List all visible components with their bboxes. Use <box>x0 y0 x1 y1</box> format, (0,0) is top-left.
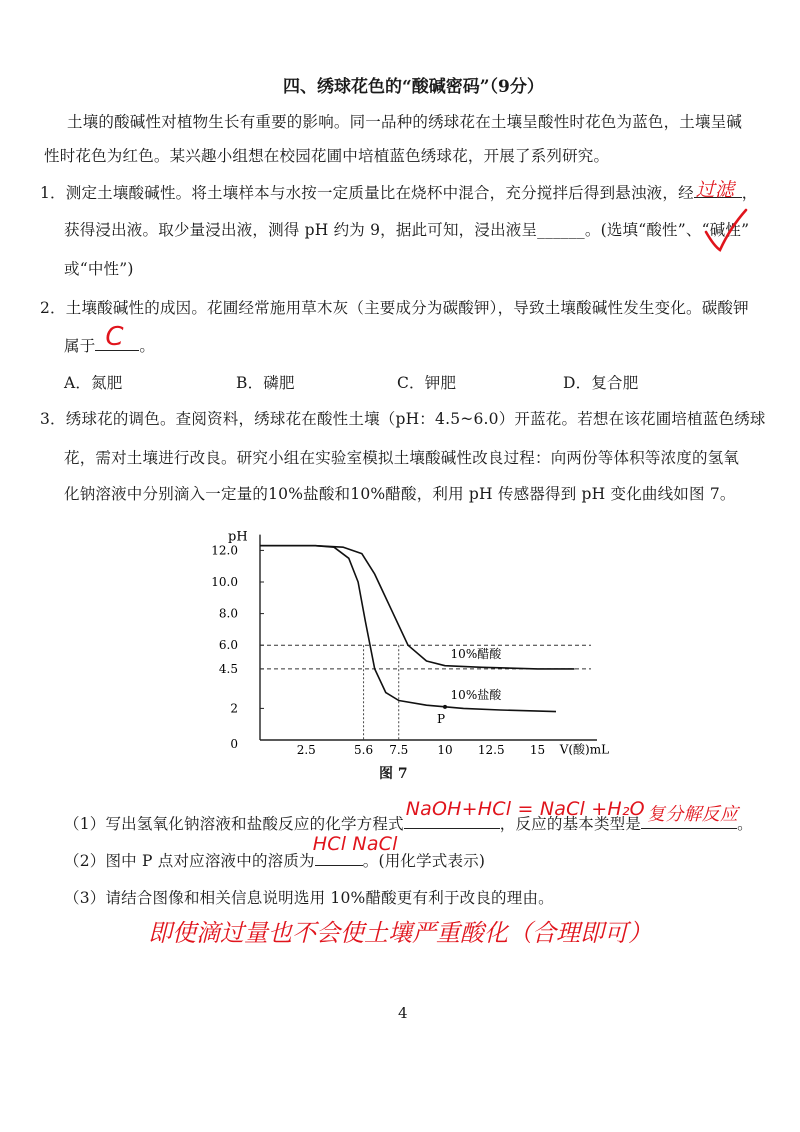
q2-line-1: 2．土壤酸碱性的成因。花圃经常施用草木灰（主要成分为碳酸钾），导致土壤酸碱性发生变化。碳酸钾 <box>40 299 749 317</box>
q1-line-1: 1．测定土壤酸碱性。将土壤样本与水按一定质量比在烧杯中混合，充分搅拌后得到悬浊液，经 过滤 ， <box>40 181 757 203</box>
x-tick-label: 12.5 <box>477 743 505 757</box>
subq-3: （3）请结合图像和相关信息说明选用 10%醋酸更有利于改良的理由。 <box>64 889 554 907</box>
series-label-acetic: 10%醋酸 <box>450 646 502 661</box>
x-tick-label: 5.6 <box>354 743 374 757</box>
y-axis-label: pH <box>228 529 248 545</box>
series-line-acetic <box>260 546 575 669</box>
y-tick-label: 6.0 <box>218 638 238 653</box>
q1-answer: 过滤 <box>695 179 735 201</box>
q1-line-2: 获得浸出液。取少量浸出液，测得 pH 约为 9，据此可知，浸出液呈______。(选填“酸性”、“碱性” <box>64 221 750 239</box>
q3-line-3: 化钠溶液中分别滴入一定量的10%盐酸和10%醋酸，利用 pH 传感器得到 pH 变化曲线如图 7。 <box>64 485 736 503</box>
subq-1: （1）写出氢氧化钠溶液和盐酸反应的化学方程式 NaOH+HCl = NaCl +H₂O ，反应的基本类型是 复分解反应 。 <box>64 798 753 833</box>
q3-line-2: 花，需对土壤进行改良。研究小组在实验室模拟土壤酸碱性改良过程：向两份等体积等浓度的氢氧 <box>64 449 740 467</box>
q3-line-1: 3．绣球花的调色。查阅资料，绣球花在酸性土壤（pH：4.5~6.0）开蓝花。若想在该花圃培植蓝色绣球 <box>40 410 766 428</box>
q1-line-3: 或“中性”) <box>64 260 134 278</box>
check-mark-icon <box>702 206 750 256</box>
series-line-hcl <box>260 546 556 712</box>
x-tick-label: 2.5 <box>296 743 316 757</box>
q2-answer: C <box>105 322 124 352</box>
point-p-marker <box>443 705 447 709</box>
y-tick-label: 2 <box>230 701 238 716</box>
x-tick-label: 15 <box>529 743 546 757</box>
y-tick-label: 8.0 <box>218 606 238 621</box>
x-tick-label: 10 <box>437 743 453 757</box>
figure-caption: 图 7 <box>379 766 408 782</box>
q2-blank <box>95 322 139 352</box>
subq-2: （2）图中 P 点对应溶液中的溶质为 HCl NaCl 。(用化学式表示) <box>64 833 486 870</box>
q2-line-2: 属于 C 。 <box>64 322 156 355</box>
subq1-answer-eq: NaOH+HCl = NaCl +H₂O <box>405 798 645 820</box>
q1-blank <box>694 179 742 201</box>
point-p-label: P <box>437 711 446 726</box>
subq1-answer-type: 复分解反应 <box>647 804 739 825</box>
page-number: 4 <box>398 1004 408 1022</box>
intro-line-2: 性时花色为红色。某兴趣小组想在校园花圃中培植蓝色绣球花，开展了系列研究。 <box>44 147 610 165</box>
q2-option-b: B．磷肥 <box>236 374 295 392</box>
subq1-blank-type <box>641 804 739 829</box>
y-tick-label: 4.5 <box>218 661 238 676</box>
subq3-answer: 即使滴过量也不会使土壤严重酸化（合理即可） <box>148 919 652 947</box>
subq1-blank-eq <box>404 798 645 829</box>
y-tick-label: 12.0 <box>211 543 238 558</box>
q2-option-c: C．钾肥 <box>397 374 457 392</box>
q2-option-d: D．复合肥 <box>563 374 639 392</box>
x-axis-label: V(酸)mL <box>559 742 610 757</box>
series-label-hcl: 10%盐酸 <box>450 687 502 702</box>
subq2-blank <box>312 833 398 866</box>
ph-chart <box>200 515 610 790</box>
subq2-answer: HCl NaCl <box>312 833 398 855</box>
q2-option-a: A．氮肥 <box>64 374 123 392</box>
x-tick-label: 7.5 <box>389 743 409 757</box>
intro-line-1: 土壤的酸碱性对植物生长有重要的影响。同一品种的绣球花在土壤呈酸性时花色为蓝色，土壤呈碱 <box>67 113 743 131</box>
section-title: 四、绣球花色的“酸碱密码”（9分） <box>283 77 544 97</box>
y-tick-label: 10.0 <box>211 575 238 589</box>
origin-label: 0 <box>230 737 238 751</box>
